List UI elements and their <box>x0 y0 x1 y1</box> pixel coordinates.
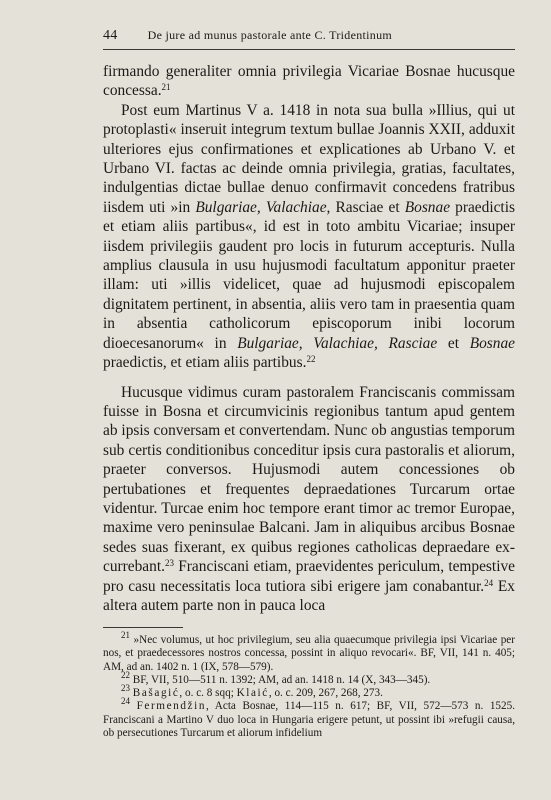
note-reference: 21 <box>121 630 130 640</box>
note-reference: 24 <box>484 577 494 588</box>
text-run: Post eum Martinus V a. 1418 in nota sua bulla »Illius, qui ut protoplasti« inseruit integrum textum bullae Joannis XXII, adduxit ulteriores ejus confirmationes et explicationes ab Urbano V. et Urbano VI. factas ac deinde omnia privilegia, gratias, facultates, indulgentias dictae bullae denuo confirmavit concedens fratribus iisdem uti »in <box>103 101 515 216</box>
text-run: praedictis, et etiam aliis partibus. <box>103 354 307 372</box>
footnote <box>103 669 515 687</box>
note-reference: 22 <box>121 669 130 680</box>
text-run: , Acta Bosnae, 114—115 n. 617; BF, VII, 572—573 n. 1525. Franciscani a Martino V duo loca in Hungaria erigere petunt, ut possint ibi »refugii causa, ob persecutiones Turcarum et aliorum infidelium <box>103 700 516 740</box>
running-title: De jure ad munus pastorale ante C. Tridentinum <box>147 28 393 42</box>
footnote <box>103 696 516 740</box>
author-name: Fermendžin <box>136 700 207 713</box>
text-run: praedictis et etiam aliis partibus«, id est in toto ambitu Vicariae; insuper iisdem privilegiis gaudent pro locis in futurum accepturis. Nulla amplius clausula in usu hujusmodi facultatum apponitur praeter illam: uti »illis videlicet, quae ad hujusmodi episcopalem dignitatem pertinent, in absentia, aliis vero tam in praesentia quam in absentia catholicorum episcoporum inibi locorum dioecesanorum« in <box>103 198 515 352</box>
text-run: Hucusque vidimus curam pastoralem Franciscanis commissam fuisse in Bosna et circumvicinis regionibus tantum apud gentem ab ipsis conversam et convertendam. Nunc ob angustias temporum sub certis conditionibus conceditur ipsis cura pastoralis et aliorum, praeter conversos. Hujusmodi autem concessiones ob pertubationes et frequentes depraedationes Turcarum ortae videntur. Turcae enim hoc tempore erant timor ac tremor Europae, maxime vero peninsulae Balcani. Jam in aliquibus arcibus Bosnae sedes suas fixerant, ex quibus regiones catholicas depraedare excurrebant. <box>103 383 515 576</box>
footnotes <box>103 630 516 740</box>
author-name: Bašagić <box>132 687 180 700</box>
paragraph <box>103 62 515 101</box>
text-run: BF, VII, 510—511 n. 1392; AM, ad an. 1418 n. 14 (X, 343—345). <box>130 673 431 686</box>
note-reference: 23 <box>164 558 174 569</box>
note-reference: 24 <box>121 696 130 707</box>
text-run: »Nec volumus, ut hoc privilegium, seu alia quaecumque privilegia ipsi Vicariae per nos, et praedecessores nostros concessa, possint in aliquo revocari«. BF, VII, 141 n. 405; AM, ad an. 1402 n. 1 (IX, 578—579). <box>103 634 515 673</box>
footnote <box>103 683 515 700</box>
paragraph <box>103 101 515 373</box>
italic-text: Bulgariae, Valachiae, <box>195 198 331 216</box>
note-reference: 23 <box>121 683 130 694</box>
text-run: Rasciae et <box>330 198 405 216</box>
body-text <box>103 62 515 615</box>
footnote-rule <box>103 627 183 628</box>
running-header <box>103 28 515 50</box>
paragraph <box>103 383 515 616</box>
note-reference: 22 <box>306 354 316 365</box>
italic-text: Bulgariae, Valachiae, Rasciae <box>237 334 438 352</box>
footnote <box>103 630 515 674</box>
note-reference: 21 <box>161 82 171 93</box>
text-run: , o. c. 8 sqq; <box>179 687 237 700</box>
italic-text: Bosnae <box>404 198 451 216</box>
author-name: Klaić <box>236 687 269 700</box>
text-run: Ex altera autem parte non in pauca loca <box>103 577 515 614</box>
text-run: Franciscani etiam, praevidentes periculum, tempestive pro casu necessitatis loca tutiora sibi erigere jam conabantur. <box>103 558 515 595</box>
text-run: , o. c. 209, 267, 268, 273. <box>268 687 383 700</box>
page-number: 44 <box>103 28 118 43</box>
text-run: firmando generaliter omnia privilegia Vicariae Bosnae hucusque concessa. <box>103 63 515 100</box>
text-run: et <box>437 334 470 352</box>
text-run <box>130 700 137 712</box>
italic-text: Bosnae <box>469 334 515 352</box>
